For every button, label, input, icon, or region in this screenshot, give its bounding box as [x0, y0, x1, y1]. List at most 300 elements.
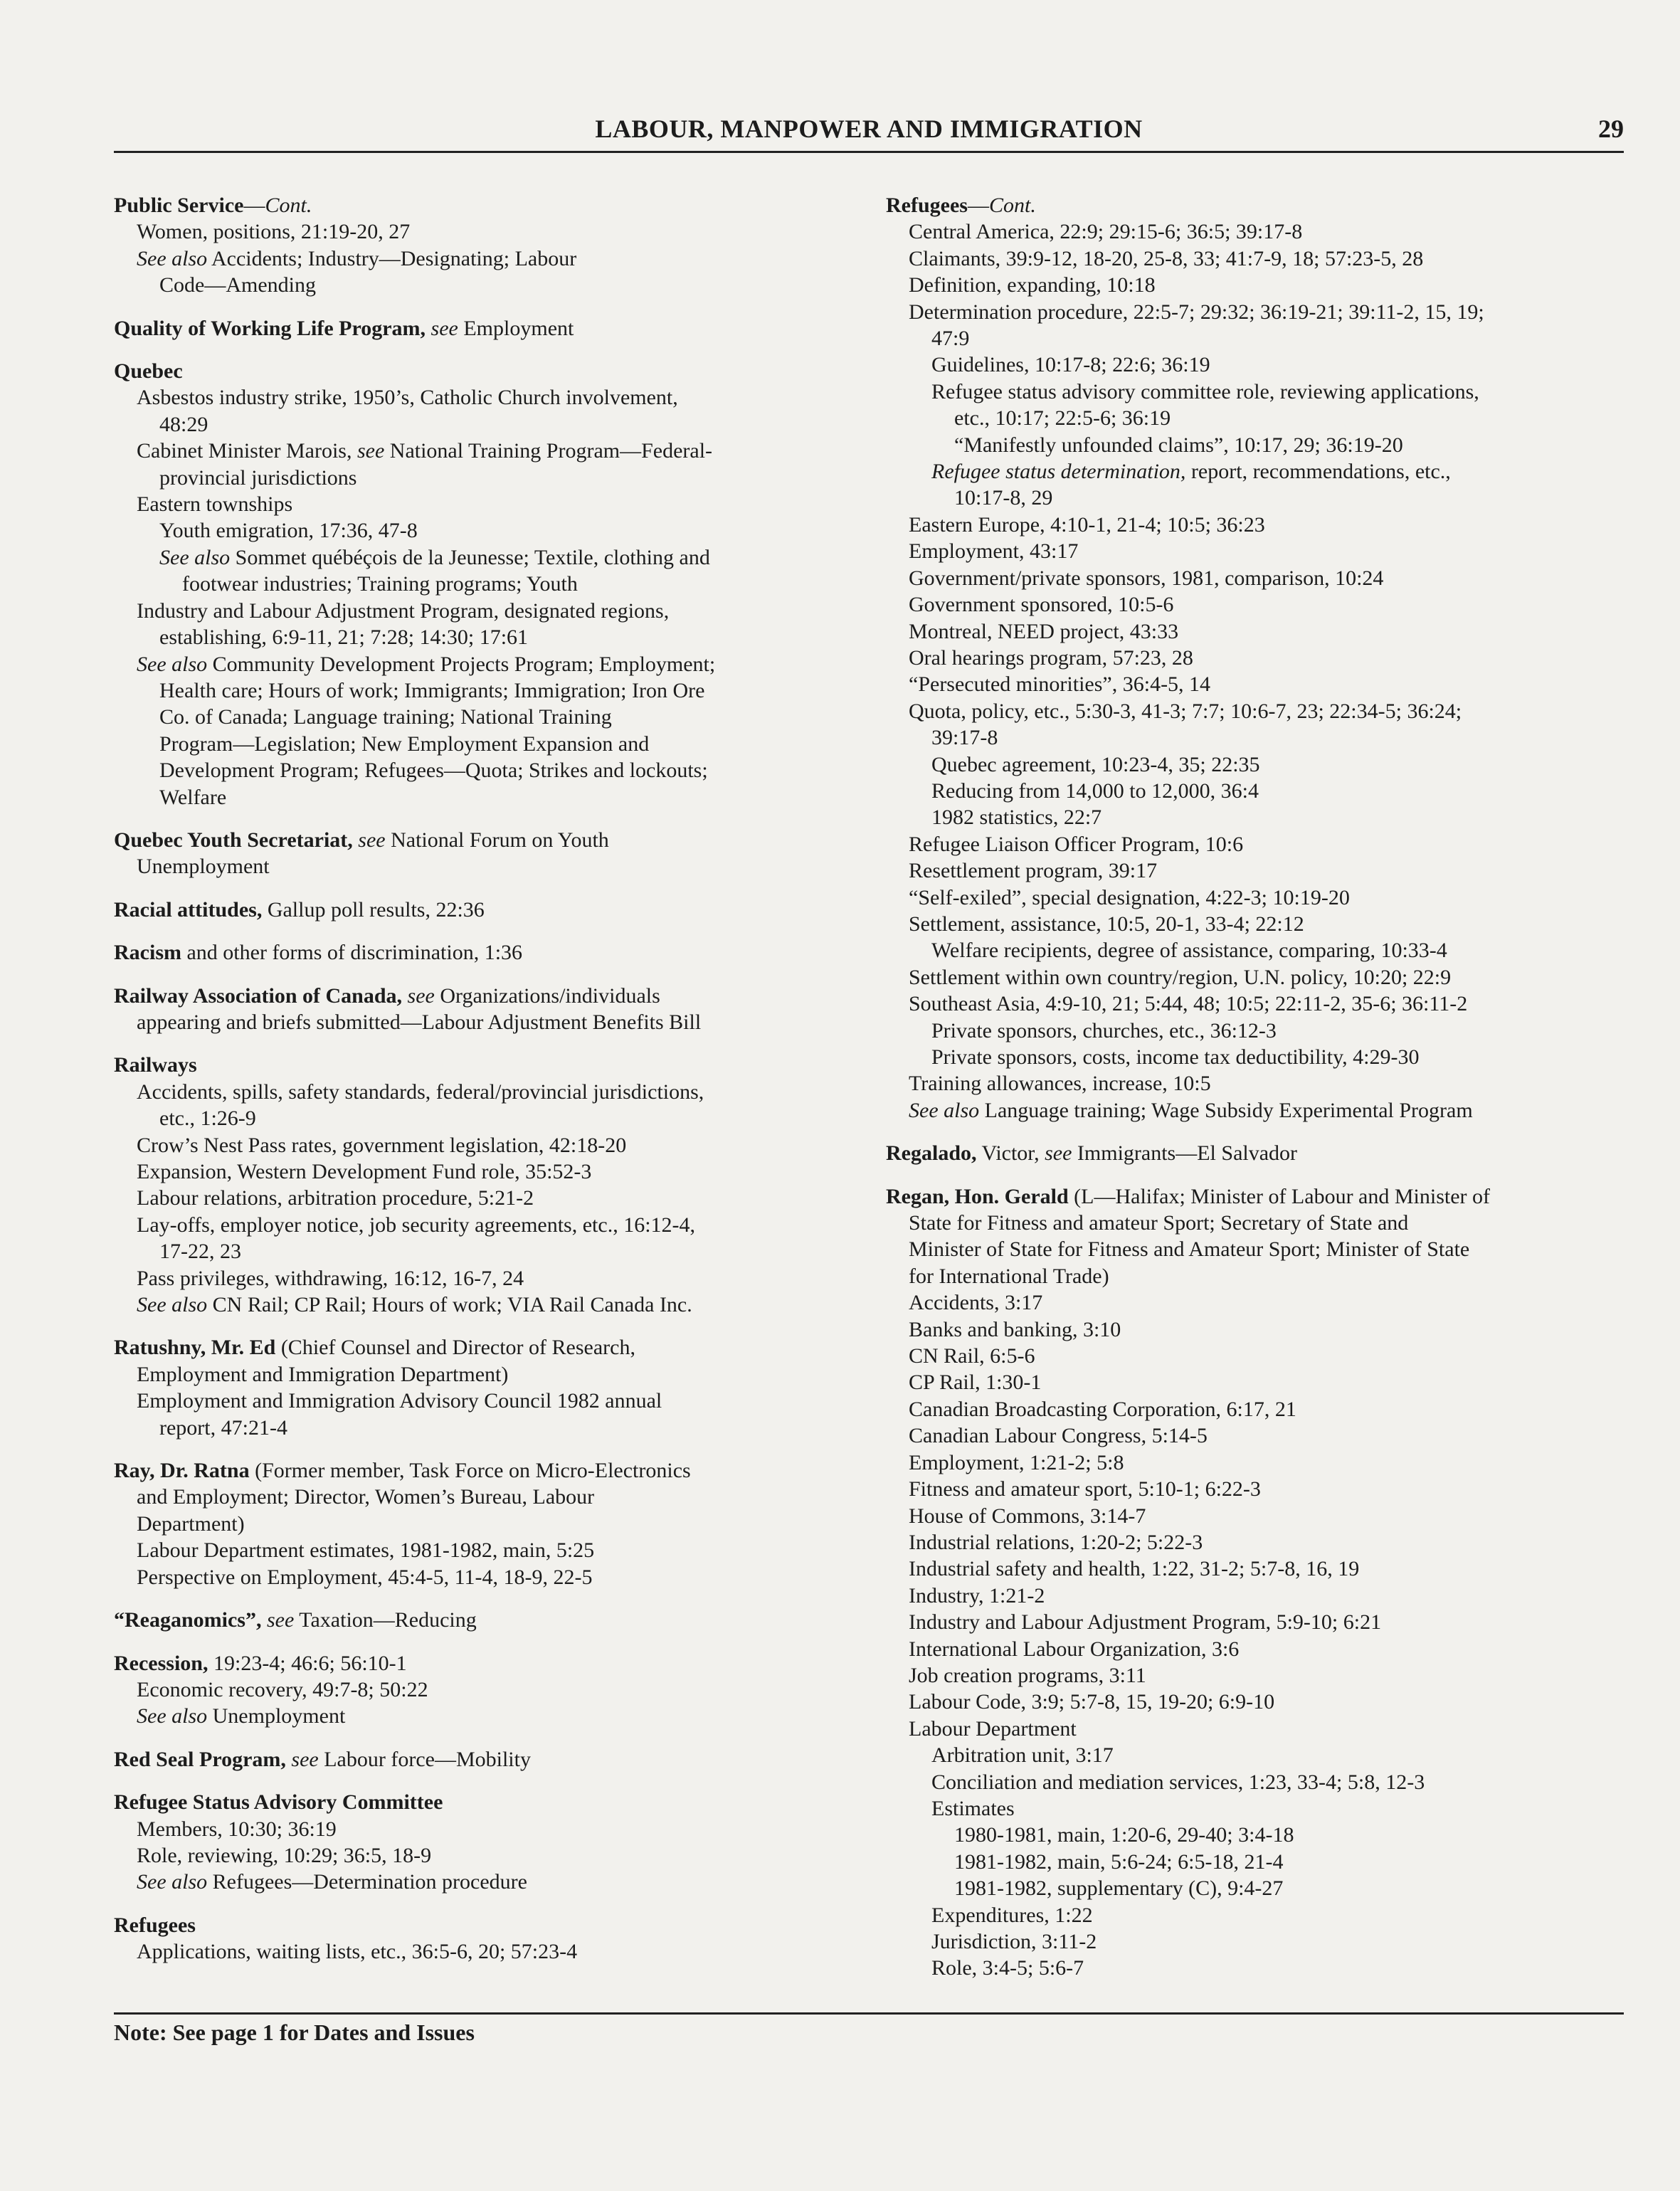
italic-text: See also [137, 1704, 208, 1728]
entry-text: Women, positions, 21:19-20, 27 [137, 220, 411, 244]
entry-text: Gallup poll results, 22:36 [262, 897, 485, 922]
entry-heading-line [114, 1746, 861, 1773]
entry-subline [114, 704, 861, 730]
entry-subline [886, 618, 1640, 645]
index-entry [114, 315, 861, 342]
italic-text: Refugee status determination, [931, 460, 1186, 484]
entry-heading-line [114, 1789, 861, 1815]
entry-subline [886, 698, 1640, 724]
entry-text: Industrial safety and health, 1:22, 31-2; 5:7-8, 16, 19 [909, 1557, 1360, 1581]
italic-text: See also [159, 545, 231, 569]
entry-text: Program—Legislation; New Employment Expansion and [159, 732, 650, 756]
entry-subline [886, 1902, 1640, 1928]
entry-text: Determination procedure, 22:5-7; 29:32; 36:19-21; 39:11-2, 15, 19; [909, 300, 1484, 324]
entry-text: Employment, 43:17 [909, 539, 1079, 564]
entry-term: Racial attitudes, [114, 897, 263, 922]
entry-subline [886, 804, 1640, 830]
entry-text: Employment and Immigration Advisory Council 1982 annual [137, 1389, 662, 1413]
entry-subline [886, 1450, 1640, 1476]
entry-subline [114, 1265, 861, 1292]
entry-subline [886, 1742, 1640, 1768]
entry-subline [886, 512, 1640, 538]
entry-text: Oral hearings program, 57:23, 28 [909, 645, 1193, 670]
entry-heading-line [114, 1607, 861, 1633]
entry-text: Applications, waiting lists, etc., 36:5-6, 20; 57:23-4 [137, 1940, 578, 1964]
entry-text: Private sponsors, churches, etc., 36:12-3 [931, 1018, 1277, 1042]
entry-text: Reducing from 14,000 to 12,000, 36:4 [931, 778, 1259, 803]
entry-text: Definition, expanding, 10:18 [909, 273, 1156, 297]
entry-text: (Former member, Task Force on Micro-Electronics [249, 1459, 691, 1483]
entry-text: Asbestos industry strike, 1950’s, Catholic Church involvement, [137, 386, 678, 410]
entry-subline [886, 1609, 1640, 1635]
index-entry [114, 1746, 861, 1773]
entry-subline [114, 1212, 861, 1238]
entry-text: 1982 statistics, 22:7 [931, 806, 1102, 830]
entry-subline [886, 432, 1640, 458]
entry-subline [886, 1097, 1640, 1124]
entry-subline [114, 1869, 861, 1895]
entry-subline [886, 218, 1640, 245]
entry-text: Labour force—Mobility [318, 1747, 531, 1771]
entry-text: Employment [458, 316, 574, 340]
entry-subline [114, 1238, 861, 1265]
entry-heading-line [114, 939, 861, 966]
entry-subline [886, 591, 1640, 618]
entry-text: Employment and Immigration Department) [137, 1362, 509, 1386]
entry-text: Victor, [976, 1141, 1045, 1166]
entry-text: (L—Halifax; Minister of Labour and Minister of [1068, 1184, 1491, 1208]
entry-text: Eastern Europe, 4:10-1, 21-4; 10:5; 36:23 [909, 512, 1265, 537]
entry-subline [886, 352, 1640, 378]
italic-text: see [1045, 1141, 1072, 1166]
entry-term: Public Service [114, 194, 244, 217]
entry-text: Accidents; Industry—Designating; Labour [207, 246, 577, 270]
entry-heading-line [114, 1052, 861, 1078]
entry-subline [114, 1537, 861, 1563]
entry-subline [886, 1583, 1640, 1609]
entry-text: Accidents, 3:17 [909, 1291, 1043, 1315]
entry-text: Employment, 1:21-2; 5:8 [909, 1450, 1124, 1474]
entry-subline [114, 218, 861, 245]
entry-subline [114, 784, 861, 811]
entry-text: Accidents, spills, safety standards, federal/provincial jurisdictions, [137, 1079, 704, 1104]
entry-text: Industry and Labour Adjustment Program, designated regions, [137, 598, 670, 623]
entry-heading-line [886, 1183, 1640, 1210]
italic-text: see [291, 1747, 319, 1771]
entry-subline [886, 1849, 1640, 1875]
entry-subline [114, 1079, 861, 1105]
entry-text: Lay-offs, employer notice, job security agreements, etc., 16:12-4, [137, 1213, 696, 1237]
entry-text: Labour Department estimates, 1981-1982, main, 5:25 [137, 1538, 595, 1563]
entry-subline [886, 325, 1640, 352]
entry-text: Labour relations, arbitration procedure, 5:21-2 [137, 1186, 534, 1210]
entry-text: Southeast Asia, 4:9-10, 21; 5:44, 48; 10:5; 22:11-2, 35-6; 36:11-2 [909, 992, 1468, 1016]
entry-subline [114, 1158, 861, 1185]
entry-subline [886, 964, 1640, 991]
footer-divider [114, 2012, 1624, 2015]
entry-term: Regan, Hon. Gerald [886, 1184, 1069, 1208]
entry-text: 1980-1981, main, 1:20-6, 29-40; 3:4-18 [954, 1823, 1294, 1847]
entry-text: Eastern townships [137, 492, 293, 517]
entry-text: “Manifestly unfounded claims”, 10:17, 29; 36:19-20 [954, 433, 1403, 457]
entry-text: Perspective on Employment, 45:4-5, 11-4, 18-9, 22-5 [137, 1565, 593, 1589]
entry-subline [886, 991, 1640, 1017]
entry-text: Economic recovery, 49:7-8; 50:22 [137, 1677, 428, 1701]
entry-subline [886, 379, 1640, 405]
index-entry [114, 983, 861, 1036]
entry-text: Arbitration unit, 3:17 [931, 1743, 1114, 1768]
entry-text: Pass privileges, withdrawing, 16:12, 16-7, 24 [137, 1266, 524, 1290]
index-entry [114, 1789, 861, 1896]
entry-subline [886, 937, 1640, 963]
entry-subline [114, 1185, 861, 1211]
entry-subline [886, 911, 1640, 937]
entry-subline [886, 1928, 1640, 1955]
entry-text: “Self-exiled”, special designation, 4:22-3; 10:19-20 [909, 885, 1350, 909]
entry-subline [114, 1105, 861, 1131]
entry-subline [114, 384, 861, 411]
entry-text: Immigrants—El Salvador [1072, 1141, 1298, 1166]
entry-subline [886, 1955, 1640, 1981]
entry-text: provincial jurisdictions [159, 465, 357, 490]
entry-heading-line [114, 1650, 861, 1677]
italic-text: See also [137, 1870, 208, 1894]
entry-subline [886, 1476, 1640, 1502]
index-entry [114, 939, 861, 966]
italic-text: see [430, 316, 458, 340]
left-column [114, 192, 861, 1982]
entry-text [426, 317, 431, 340]
entry-term: Railways [114, 1053, 197, 1077]
entry-text: Taxation—Reducing [294, 1608, 477, 1632]
entry-text: — [967, 194, 989, 217]
index-entry [886, 192, 1640, 1124]
entry-text: Industry, 1:21-2 [909, 1583, 1045, 1607]
index-entry [114, 1052, 861, 1318]
entry-subline [114, 1132, 861, 1158]
entry-term: Recession, [114, 1651, 208, 1675]
entry-term: Red Seal Program, [114, 1747, 286, 1771]
entry-text: 48:29 [159, 412, 208, 436]
entry-text: 1981-1982, main, 5:6-24; 6:5-18, 21-4 [954, 1849, 1284, 1874]
entry-text: Cabinet Minister Marois, [137, 439, 357, 463]
entry-subline [886, 831, 1640, 857]
entry-subline [114, 491, 861, 517]
right-column [886, 192, 1640, 1998]
entry-subline [114, 624, 861, 650]
italic-text: See also [137, 246, 208, 270]
entry-term: Railway Association of Canada, [114, 983, 403, 1008]
entry-subline [886, 1343, 1640, 1369]
entry-text [402, 984, 408, 1008]
entry-subline [114, 1677, 861, 1703]
entry-heading-line [114, 827, 861, 853]
entry-subline [886, 272, 1640, 298]
entry-subline [886, 1556, 1640, 1582]
entry-text: CN Rail; CP Rail; Hours of work; VIA Rail Canada Inc. [207, 1293, 692, 1317]
entry-text: Quota, policy, etc., 5:30-3, 41-3; 7:7; 10:6-7, 23; 22:34-5; 36:24; [909, 699, 1462, 723]
entry-subline [114, 1816, 861, 1842]
entry-text: report, 47:21-4 [159, 1415, 287, 1440]
entry-subline [886, 1529, 1640, 1556]
entry-text: Refugee Liaison Officer Program, 10:6 [909, 832, 1244, 856]
entry-text: Resettlement program, 39:17 [909, 859, 1158, 883]
entry-subline [886, 1289, 1640, 1316]
entry-text: Language training; Wage Subsidy Experimental Program [979, 1098, 1473, 1122]
entry-term: Refugees [886, 194, 968, 217]
entry-subline [114, 1009, 861, 1035]
index-entry [114, 827, 861, 880]
index-entry [886, 1183, 1640, 1982]
entry-text: National Training Program—Federal- [384, 439, 713, 463]
entry-text [261, 1608, 267, 1632]
entry-text: Youth emigration, 17:36, 47-8 [159, 519, 418, 543]
italic-text: Cont. [265, 194, 312, 217]
entry-text: “Persecuted minorities”, 36:4-5, 14 [909, 672, 1211, 697]
entry-text: Government/private sponsors, 1981, comparison, 10:24 [909, 566, 1384, 590]
entry-subline [886, 1822, 1640, 1848]
entry-subline [886, 485, 1640, 511]
entry-text: for International Trade) [909, 1264, 1109, 1288]
entry-text: National Forum on Youth [385, 828, 609, 852]
entry-subline [886, 778, 1640, 804]
entry-text: Welfare [159, 785, 227, 809]
entry-heading-line [114, 315, 861, 342]
entry-subline [886, 1875, 1640, 1901]
entry-text: Unemployment [137, 855, 270, 879]
entry-text: House of Commons, 3:14-7 [909, 1504, 1146, 1528]
italic-text: See also [137, 652, 208, 676]
entry-subline [114, 1938, 861, 1965]
entry-text: Jurisdiction, 3:11-2 [931, 1930, 1097, 1953]
entry-term: Ratushny, Mr. Ed [114, 1336, 276, 1360]
entry-term: “Reaganomics”, [114, 1608, 262, 1632]
entry-subline [114, 272, 861, 298]
entry-text: Expansion, Western Development Fund role, 35:52-3 [137, 1160, 592, 1183]
entry-text: Minister of State for Fitness and Amateur Sport; Minister of State [909, 1237, 1470, 1262]
italic-text: see [266, 1608, 295, 1632]
entry-text: Claimants, 39:9-12, 18-20, 25-8, 33; 41:7-9, 18; 57:23-5, 28 [909, 246, 1424, 270]
entry-term: Refugee Status Advisory Committee [114, 1790, 443, 1815]
entry-text: Quebec agreement, 10:23-4, 35; 22:35 [931, 752, 1260, 776]
entry-text: Refugee status advisory committee role, reviewing applications, [931, 379, 1479, 403]
index-entry [886, 1140, 1640, 1166]
entry-subline [886, 1422, 1640, 1449]
entry-subline [114, 1703, 861, 1729]
entry-subline [114, 1842, 861, 1869]
entry-text: Members, 10:30; 36:19 [137, 1817, 337, 1841]
entry-text: Crow’s Nest Pass rates, government legislation, 42:18-20 [137, 1133, 627, 1157]
entry-text: 39:17-8 [931, 726, 998, 750]
entry-text: Industrial relations, 1:20-2; 5:22-3 [909, 1530, 1203, 1554]
entry-text: etc., 1:26-9 [159, 1107, 256, 1131]
entry-text: Role, reviewing, 10:29; 36:5, 18-9 [137, 1843, 432, 1867]
index-entry [114, 1607, 861, 1633]
entry-text: Government sponsored, 10:5-6 [909, 593, 1174, 617]
entry-subline [114, 571, 861, 597]
entry-heading-line [114, 1457, 861, 1484]
entry-text: Labour Department [909, 1716, 1077, 1741]
entry-text: Montreal, NEED project, 43:33 [909, 619, 1179, 643]
entry-text: Canadian Broadcasting Corporation, 6:17, 21 [909, 1397, 1296, 1421]
entry-subline [114, 411, 861, 438]
index-entry [114, 192, 861, 299]
entry-heading-line [114, 192, 861, 218]
entry-text: 47:9 [931, 327, 970, 351]
entry-subline [886, 1769, 1640, 1795]
entry-subline [886, 1369, 1640, 1395]
entry-subline [114, 246, 861, 272]
entry-text: Industry and Labour Adjustment Program, 5:9-10; 6:21 [909, 1610, 1382, 1635]
entry-text: CN Rail, 6:5-6 [909, 1344, 1035, 1368]
entry-text: Development Program; Refugees—Quota; Strikes and lockouts; [159, 759, 708, 783]
entry-text: Community Development Projects Program; Employment; [207, 652, 716, 676]
entry-text: Central America, 22:9; 29:15-6; 36:5; 39:17-8 [909, 220, 1303, 244]
entry-text: Health care; Hours of work; Immigrants; Immigration; Iron Ore [159, 678, 705, 702]
entry-text: Co. of Canada; Language training; National Training [159, 705, 612, 729]
entry-subline [886, 1316, 1640, 1343]
entry-subline [886, 565, 1640, 591]
entry-text: 10:17-8, 29 [954, 486, 1053, 510]
entry-subline [886, 857, 1640, 884]
entry-subline [114, 651, 861, 677]
index-entry [114, 1457, 861, 1590]
entry-subline [886, 1070, 1640, 1097]
entry-text: Estimates [931, 1796, 1015, 1820]
entry-text: State for Fitness and amateur Sport; Secretary of State and [909, 1211, 1409, 1235]
entry-subline [114, 517, 861, 544]
entry-text: Private sponsors, costs, income tax deductibility, 4:29-30 [931, 1045, 1420, 1069]
entry-text: Expenditures, 1:22 [931, 1903, 1093, 1927]
italic-text: see [358, 828, 386, 852]
entry-subline [114, 853, 861, 880]
entry-term: Regalado, [886, 1141, 977, 1166]
entry-text: Department) [137, 1511, 245, 1536]
entry-term: Quebec Youth Secretariat, [114, 828, 353, 852]
entry-heading-line [114, 1912, 861, 1938]
entry-subline [114, 1388, 861, 1414]
entry-subline [886, 246, 1640, 272]
entry-text: report, recommendations, etc., [1185, 460, 1451, 484]
italic-text: see [356, 439, 385, 463]
entry-text: Sommet québéçois de la Jeunesse; Textile, clothing and [230, 545, 710, 569]
entry-heading-line [114, 358, 861, 384]
entry-term: Quality of Working Life Program, [114, 316, 426, 340]
entry-subline [114, 598, 861, 624]
entry-heading-line [114, 983, 861, 1009]
entry-text: etc., 10:17; 22:5-6; 36:19 [954, 406, 1171, 431]
entry-term: Quebec [114, 359, 183, 384]
entry-text: Organizations/individuals [434, 983, 660, 1008]
entry-term: Racism [114, 941, 181, 965]
index-entry [114, 1912, 861, 1965]
entry-subline [886, 1018, 1640, 1044]
entry-text: Job creation programs, 3:11 [909, 1663, 1146, 1687]
entry-heading-line [114, 897, 861, 923]
entry-text: 17-22, 23 [159, 1240, 241, 1264]
entry-subline [114, 677, 861, 704]
entry-subline [114, 731, 861, 757]
entry-subline [886, 1716, 1640, 1742]
entry-heading-line [886, 192, 1640, 218]
entry-subline [886, 538, 1640, 564]
entry-text: Settlement, assistance, 10:5, 20-1, 33-4; 22:12 [909, 912, 1304, 936]
entry-text: Settlement within own country/region, U.N. policy, 10:20; 22:9 [909, 965, 1452, 989]
entry-subline [886, 1236, 1640, 1262]
entry-heading-line [114, 1334, 861, 1361]
entry-subline [114, 1415, 861, 1441]
entry-heading-line [886, 1140, 1640, 1166]
entry-text: Conciliation and mediation services, 1:23, 33-4; 5:8, 12-3 [931, 1770, 1425, 1794]
entry-text: — [243, 194, 265, 217]
footer-note: Note: See page 1 for Dates and Issues [114, 2020, 475, 2045]
entry-text: and other forms of discrimination, 1:36 [181, 941, 523, 965]
entry-subline [114, 757, 861, 783]
entry-subline [886, 1795, 1640, 1822]
index-entry [114, 1334, 861, 1441]
entry-subline [886, 405, 1640, 431]
entry-subline [886, 885, 1640, 911]
entry-text: (Chief Counsel and Director of Research, [275, 1336, 635, 1360]
entry-term: Ray, Dr. Ratna [114, 1459, 250, 1483]
entry-subline [886, 1263, 1640, 1289]
entry-text: Unemployment [207, 1704, 346, 1728]
entry-text: 1981-1982, supplementary (C), 9:4-27 [954, 1876, 1284, 1901]
entry-subline [886, 299, 1640, 325]
entry-subline [886, 1044, 1640, 1070]
entry-subline [114, 1484, 861, 1510]
entry-subline [886, 671, 1640, 697]
entry-subline [114, 465, 861, 491]
entry-text: Role, 3:4-5; 5:6-7 [931, 1956, 1084, 1980]
entry-text: Code—Amending [159, 273, 316, 297]
entry-text: Canadian Labour Congress, 5:14-5 [909, 1424, 1208, 1448]
entry-subline [886, 751, 1640, 778]
entry-text: Banks and banking, 3:10 [909, 1317, 1121, 1341]
entry-subline [886, 1662, 1640, 1689]
entry-subline [114, 544, 861, 571]
entry-subline [114, 1361, 861, 1388]
entry-subline [886, 1210, 1640, 1236]
italic-text: See also [909, 1098, 980, 1122]
entry-subline [886, 724, 1640, 751]
entry-subline [886, 1689, 1640, 1715]
entry-text: International Labour Organization, 3:6 [909, 1637, 1240, 1661]
italic-text: see [407, 983, 435, 1008]
index-entry [114, 358, 861, 811]
italic-text: Cont. [988, 194, 1036, 217]
entry-term: Refugees [114, 1913, 196, 1937]
entry-text: Refugees—Determination procedure [207, 1870, 527, 1894]
entry-text: Training allowances, increase, 10:5 [909, 1072, 1211, 1096]
entry-text: CP Rail, 1:30-1 [909, 1371, 1042, 1395]
entry-text: footwear industries; Training programs; Youth [182, 572, 578, 596]
entry-subline [114, 1564, 861, 1590]
entry-text: Welfare recipients, degree of assistance, comparing, 10:33-4 [931, 939, 1447, 963]
entry-text: establishing, 6:9-11, 21; 7:28; 14:30; 17:61 [159, 625, 529, 650]
italic-text: See also [137, 1293, 208, 1317]
entry-text: 19:23-4; 46:6; 56:10-1 [208, 1651, 407, 1675]
entry-text: Fitness and amateur sport, 5:10-1; 6:22-3 [909, 1477, 1261, 1501]
entry-text: and Employment; Director, Women’s Bureau, Labour [137, 1485, 595, 1509]
entry-subline [114, 438, 861, 464]
entry-text: appearing and briefs submitted—Labour Adjustment Benefits Bill [137, 1010, 702, 1034]
page-header [114, 114, 1624, 153]
page-number: 29 [1598, 115, 1624, 143]
entry-subline [886, 1396, 1640, 1422]
index-entry [114, 897, 861, 923]
entry-subline [114, 1292, 861, 1318]
